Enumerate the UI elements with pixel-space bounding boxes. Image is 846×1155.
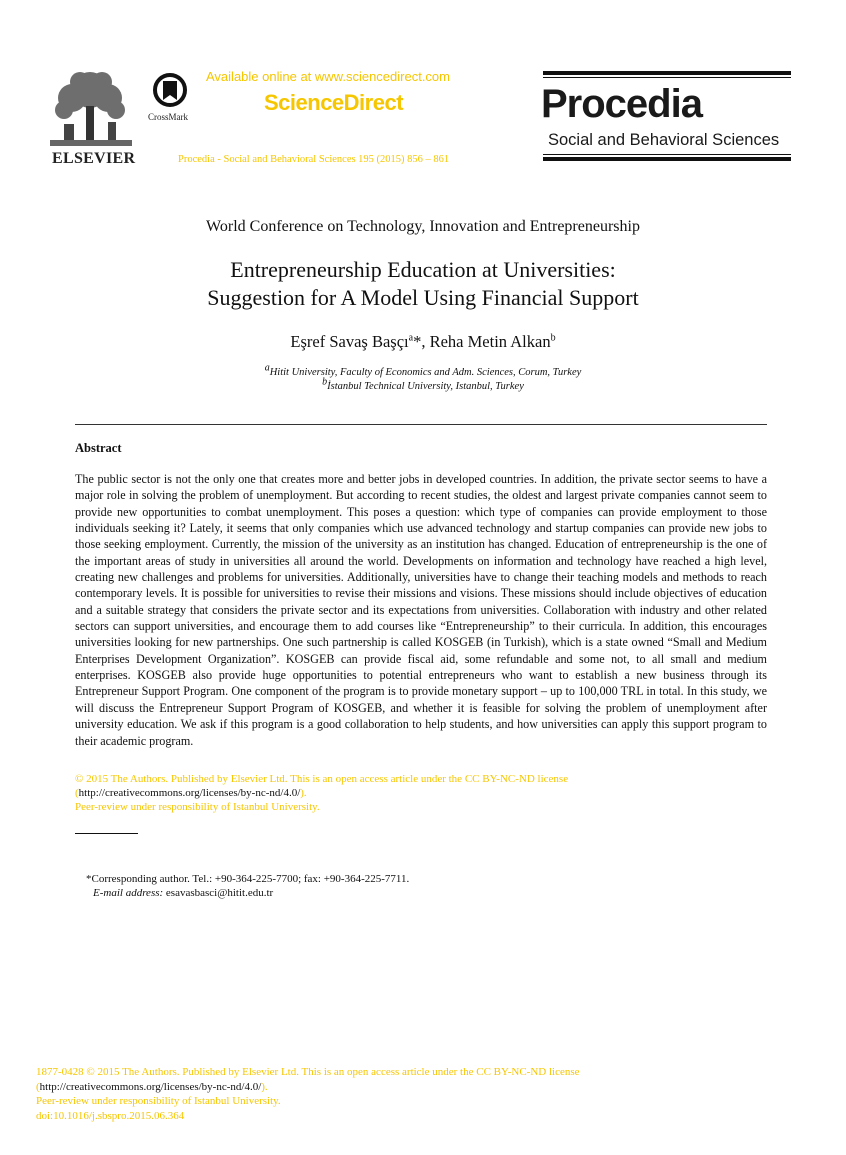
affiliation-b [0, 376, 846, 392]
footer-paren-close: ). [261, 1080, 268, 1093]
footer-doi[interactable]: doi:10.1016/j.sbspro.2015.06.364 [36, 1109, 185, 1122]
elsevier-tree-logo [50, 68, 132, 150]
available-online-text: Available online at www.sciencedirect.com [206, 69, 450, 84]
license-link[interactable]: http://creativecommons.org/licenses/by-nc-nd/4.0/ [78, 787, 301, 799]
masthead-rule-bottom [543, 157, 791, 161]
crossmark-label: CrossMark [148, 112, 188, 122]
email-label: E-mail address: [93, 887, 164, 899]
affiliation-b-text: İstanbul Technical University, Istanbul, Turkey [327, 381, 524, 392]
affiliation-a [0, 362, 846, 378]
email-address[interactable]: esavasbasci@hitit.edu.tr [165, 887, 274, 899]
author-2: Reha Metin Alkan [429, 332, 551, 351]
procedia-logo: Procedia [541, 82, 702, 126]
corresponding-author-note: *Corresponding author. Tel.: +90-364-225-7700; fax: +90-364-225-7711. [86, 873, 410, 885]
email-line [93, 887, 273, 899]
affiliation-a-mark: a [264, 362, 270, 374]
affiliation-b-mark: b [322, 376, 328, 388]
footer-url-line [36, 1080, 756, 1095]
footnote-divider [75, 833, 138, 834]
masthead-rule-top-thin [543, 77, 791, 78]
journal-citation: Procedia - Social and Behavioral Sciences 195 (2015) 856 – 861 [178, 154, 450, 165]
abstract-divider [75, 424, 767, 425]
author-1-affiliation-mark: a [408, 332, 414, 344]
license-notice [75, 772, 775, 814]
sciencedirect-logo: ScienceDirect [264, 90, 404, 115]
license-paren-close: ). [300, 787, 307, 799]
footer-license-link[interactable]: http://creativecommons.org/licenses/by-nc-nd/4.0/ [39, 1080, 262, 1093]
license-paren-open: ( [75, 787, 79, 799]
peer-review-line: Peer-review under responsibility of Istanbul University. [75, 801, 320, 813]
author-2-affiliation-mark: b [550, 332, 556, 344]
paper-title-line1: Entrepreneurship Education at Universities: [230, 257, 616, 282]
masthead-rule-top [543, 71, 791, 75]
author-list [0, 332, 846, 352]
conference-name: World Conference on Technology, Innovation and Entrepreneurship [206, 218, 640, 235]
license-url-line [75, 786, 775, 800]
footer-paren-open: ( [36, 1080, 40, 1093]
paper-title-line2: Suggestion for A Model Using Financial Support [207, 285, 639, 310]
footer-issn-line: 1877-0428 © 2015 The Authors. Published by Elsevier Ltd. This is an open access article under the CC BY-NC-ND license [36, 1066, 580, 1078]
affiliation-a-text: Hitit University, Faculty of Economics and Adm. Sciences, Corum, Turkey [269, 367, 582, 378]
procedia-subtitle: Social and Behavioral Sciences [548, 131, 780, 149]
masthead-rule-bottom-thin [543, 154, 791, 155]
footer-peer-review: Peer-review under responsibility of Istanbul University. [36, 1095, 281, 1107]
abstract-heading: Abstract [75, 441, 122, 455]
footer-license [36, 1065, 756, 1123]
corresponding-mark: *, [413, 332, 430, 351]
license-line: © 2015 The Authors. Published by Elsevier Ltd. This is an open access article under the CC BY-NC-ND license [75, 773, 569, 785]
abstract-text: The public sector is not the only one that creates more and better jobs in developed countries. In addition, the private sector seems to have a major role in solving the problem of unemployment. But according to recent studies, the oldest and largest private companies cannot seem to provide new opportunities to combat unemployment. This poses a question: which type of companies can provide employment to those individuals seeking it? Lately, it seems that only companies which use advanced technology and startup companies can provide new jobs to those seeking employment. Currently, the mission of the university as an institution has changed. Education of entrepreneurship is the one of the important areas of study in universities all around the world. Developments on information and technology have reached a high level, creating new challenges and problems for universities. Additionally, universities have to change their teaching models and methods to reach contemporary levels. It is possible for universities to revise their missions and visions. These missions should include objectives of education and a suitable strategy that considers the private sector and its expectations from universities. Collaboration with industry and other related sectors can support universities, and encourage them to add courses like “Entrepreneurship” to their curricula. In addition, this encourages universities looking for new partnerships. One such partnership is called KOSGEB (in Turkish), which is a state owned “Small and Medium Enterprises Development Organization”. KOSGEB can provide fiscal aid, some refundable and some not, to all small and medium enterprises. KOSGEB also provide huge opportunities to potential entrepreneurs who want to establish a new business through its Entrepreneur Support Program. One component of the program is to provide monetary support – up to 100,000 TRL in total. In this study, we will discuss the Entrepreneur Support Program of KOSGEB, and whether it is feasible for solving the problem of unemployment after university education. We ask if this program is a good collaboration to help students, and how universities can apply this support program to their academic program. [75, 472, 767, 748]
publisher-name: ELSEVIER [52, 150, 136, 167]
author-1: Eşref Savaş Başçı [290, 332, 409, 351]
